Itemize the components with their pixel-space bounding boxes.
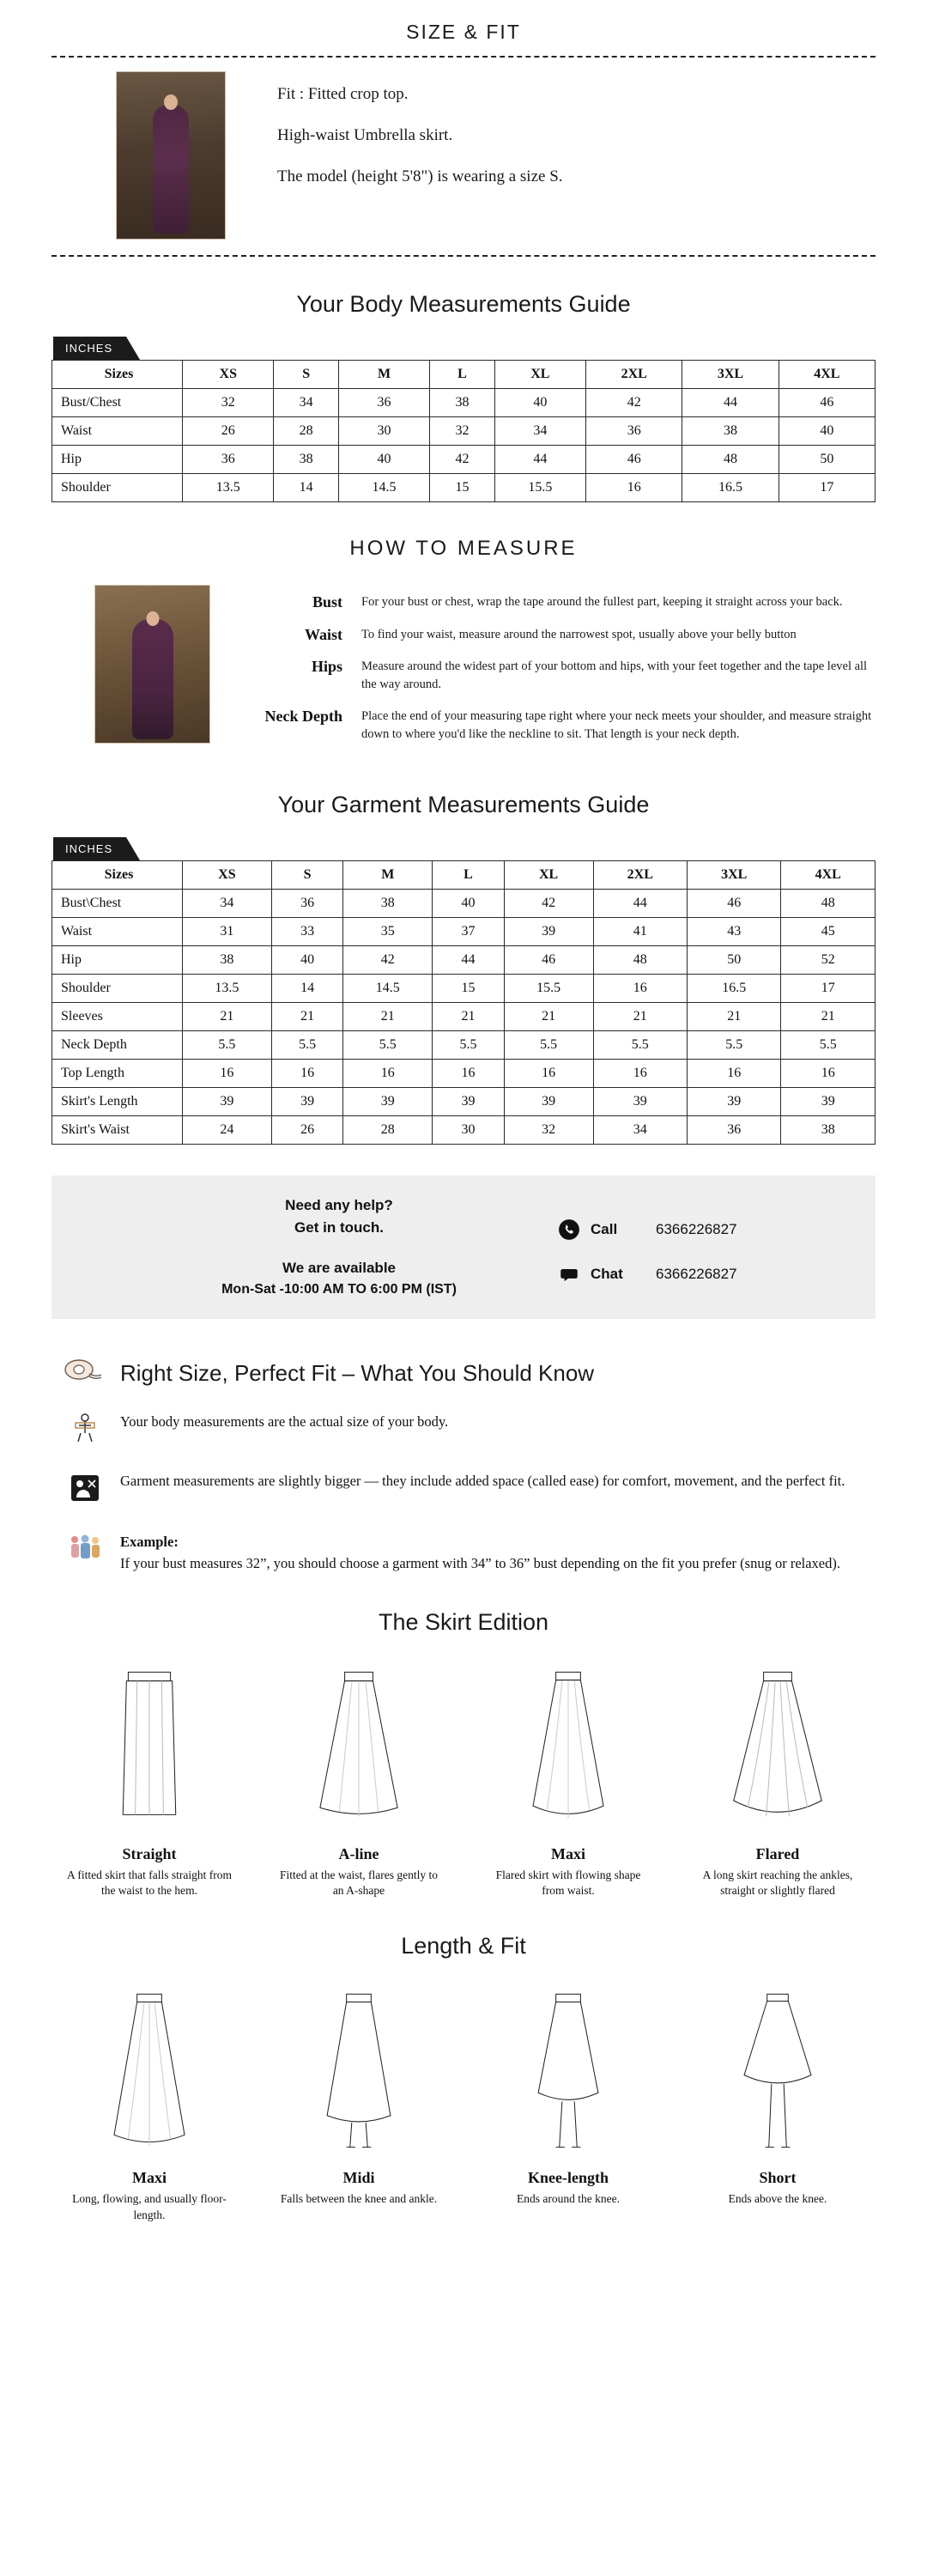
cell: 34 [274,389,338,417]
cell: 21 [183,1003,272,1031]
cell: 43 [688,918,781,946]
length-card-knee[interactable] [470,1984,666,2222]
cell: 21 [271,1003,343,1031]
cell: 14.5 [343,975,433,1003]
skirt-name: Flared [755,1844,800,1862]
body-measure-icon [65,1411,105,1449]
example-label: Example: [120,1533,179,1550]
cell: 14 [271,975,343,1003]
measure-label: Hips [311,658,342,676]
cell: 5.5 [781,1031,876,1060]
cell: 38 [183,946,272,975]
how-to-measure-section [52,580,876,757]
cell: 16 [343,1060,433,1088]
length-card-short[interactable] [680,1984,876,2222]
row-label: Skirt's Waist [52,1116,183,1145]
cell: 14 [274,474,338,502]
help-contacts [558,1210,841,1285]
measure-desc: Place the end of your measuring tape right where your neck meets your shoulder, and measure straight down to where you'd like the neckline to sit. That length is your neck depth. [361,709,872,742]
cell: 21 [433,1003,505,1031]
cell: 15 [433,975,505,1003]
table-row [52,417,876,446]
cell: 26 [183,417,274,446]
help-line-2: Get in touch. [294,1218,384,1236]
cell: 44 [494,446,585,474]
skirt-name: Straight [122,1844,177,1862]
cell: 16.5 [682,474,779,502]
cell: 39 [688,1088,781,1116]
col-header: 3XL [682,361,779,389]
cell: 5.5 [343,1031,433,1060]
straight-skirt-illustration [52,1660,247,1836]
row-label: Shoulder [52,474,183,502]
right-size-header [60,1355,876,1392]
col-header: L [430,361,494,389]
cell: 33 [271,918,343,946]
row-label: Sleeves [52,1003,183,1031]
garment-measurements-title: Your Garment Measurements Guide [277,792,650,818]
skirt-name: A-line [338,1844,379,1862]
cell: 46 [504,946,593,975]
row-label: Bust/Chest [52,389,183,417]
cell: 50 [688,946,781,975]
cell: 5.5 [688,1031,781,1060]
fit-line-1: Fit : Fitted crop top. [277,85,409,103]
cell: 39 [343,1088,433,1116]
cell: 48 [593,946,687,975]
chat-number[interactable]: 6366226827 [656,1265,737,1282]
cell: 15.5 [504,975,593,1003]
right-size-title: Right Size, Perfect Fit – What You Should Know [120,1359,595,1386]
cell: 39 [593,1088,687,1116]
row-label: Waist [52,918,183,946]
row-label: Hip [52,446,183,474]
cell: 16 [593,975,687,1003]
length-name: Knee-length [528,2169,609,2187]
skirt-name: Maxi [551,1844,585,1862]
cell: 15.5 [494,474,585,502]
fit-line-3: The model (height 5'8") is wearing a size S. [277,167,563,185]
cell: 28 [343,1116,433,1145]
table-row [52,1088,876,1116]
length-fit-title: Length & Fit [401,1933,526,1959]
cell: 13.5 [183,975,272,1003]
size-fit-section [52,58,876,255]
col-header: M [343,861,433,890]
call-label: Call [591,1220,618,1237]
table-row [52,975,876,1003]
cell: 13.5 [183,474,274,502]
table-row [52,1003,876,1031]
col-header: XS [183,861,272,890]
knee-length-illustration [470,1984,666,2160]
measure-label: Bust [312,593,342,611]
divider-bottom [52,255,876,257]
cell: 21 [593,1003,687,1031]
length-name: Maxi [132,2169,167,2187]
col-header: XL [504,861,593,890]
length-name: Short [759,2169,797,2187]
table-header-row [52,861,876,890]
skirt-desc: Flared skirt with flowing shape from waist. [495,1868,641,1898]
cell: 21 [688,1003,781,1031]
cell: 16 [688,1060,781,1088]
length-card-maxi[interactable] [52,1984,247,2222]
body-measurements-table-wrap [52,337,876,502]
example-text: If your bust measures 32”, you should choose a garment with 34” to 36” bust depending on the fit you prefer (snug or relaxed). [120,1555,840,1572]
cell: 40 [779,417,875,446]
cell: 39 [781,1088,876,1116]
cell: 32 [430,417,494,446]
measure-item [233,626,876,645]
chat-icon [558,1263,580,1285]
chat-label: Chat [591,1265,623,1282]
call-contact[interactable] [558,1218,841,1241]
cell: 42 [430,446,494,474]
cell: 39 [504,918,593,946]
cell: 38 [343,890,433,918]
col-header: S [274,361,338,389]
row-label: Bust\Chest [52,890,183,918]
measure-item [233,658,876,694]
length-card-midi[interactable] [261,1984,457,2222]
fit-line-2: High-waist Umbrella skirt. [277,126,453,144]
right-size-point-text: Garment measurements are slightly bigger — they include added space (called ease) for comfort, movement, and the perfect fit. [120,1472,845,1489]
cell: 46 [779,389,875,417]
measure-desc: Measure around the widest part of your bottom and hips, with your feet together and the tape level all the way around. [361,659,868,692]
help-availability [86,1194,558,1300]
page-title: SIZE & FIT [406,21,521,43]
cell: 16 [271,1060,343,1088]
cell: 48 [781,890,876,918]
cell: 39 [504,1088,593,1116]
col-header: Sizes [52,361,183,389]
measure-item [233,708,876,744]
size-fit-lines [277,71,563,186]
col-header: 2XL [593,861,687,890]
row-label: Skirt's Length [52,1088,183,1116]
cell: 34 [494,417,585,446]
skirt-card-flared[interactable] [680,1660,876,1899]
cell: 31 [183,918,272,946]
chat-contact[interactable] [558,1263,841,1285]
cell: 30 [338,417,429,446]
table-row [52,1031,876,1060]
col-header: Sizes [52,861,183,890]
cell: 48 [682,446,779,474]
cell: 32 [183,389,274,417]
cell: 5.5 [183,1031,272,1060]
col-header: 4XL [779,361,875,389]
skirt-desc: A long skirt reaching the ankles, straight or slightly flared [702,1868,853,1898]
garment-measurements-table [52,860,876,1145]
people-icon [65,1531,105,1571]
cell: 21 [343,1003,433,1031]
cell: 16.5 [688,975,781,1003]
cell: 16 [433,1060,505,1088]
cell: 32 [504,1116,593,1145]
cell: 38 [682,417,779,446]
model-image-how-to-measure [94,585,210,744]
cell: 37 [433,918,505,946]
cell: 44 [593,890,687,918]
cell: 17 [781,975,876,1003]
col-header: M [338,361,429,389]
help-section [52,1176,876,1319]
help-line-4: Mon-Sat -10:00 AM TO 6:00 PM (IST) [221,1281,457,1297]
length-desc: Ends above the knee. [728,2192,827,2206]
flared-skirt-illustration [680,1660,876,1836]
cell: 46 [688,890,781,918]
measuring-tape-icon [60,1355,105,1392]
midi-length-illustration [261,1984,457,2160]
measure-label: Neck Depth [264,708,342,726]
cell: 34 [183,890,272,918]
cell: 46 [586,446,682,474]
cell: 16 [781,1060,876,1088]
skirt-card-aline[interactable] [261,1660,457,1899]
cell: 42 [586,389,682,417]
col-header: 3XL [688,861,781,890]
cell: 36 [338,389,429,417]
tailor-icon [65,1470,105,1510]
phone-icon [558,1218,580,1241]
cell: 16 [183,1060,272,1088]
right-size-point [65,1470,876,1510]
cell: 42 [343,946,433,975]
col-header: S [271,861,343,890]
skirt-desc: A fitted skirt that falls straight from the waist to the hem. [67,1868,232,1898]
cell: 40 [494,389,585,417]
cell: 15 [430,474,494,502]
cell: 24 [183,1116,272,1145]
cell: 52 [781,946,876,975]
cell: 5.5 [433,1031,505,1060]
row-label: Waist [52,417,183,446]
measure-item [233,593,876,612]
col-header: L [433,861,505,890]
row-label: Hip [52,946,183,975]
col-header: XS [183,361,274,389]
table-row [52,946,876,975]
how-to-measure-title: HOW TO MEASURE [349,537,578,560]
cell: 41 [593,918,687,946]
right-size-point-text: Your body measurements are the actual size of your body. [120,1413,449,1430]
cell: 36 [183,446,274,474]
cell: 5.5 [593,1031,687,1060]
unit-badge-body: INCHES [53,337,126,360]
length-desc: Falls between the knee and ankle. [280,2192,438,2206]
maxi-length-illustration [52,1984,247,2160]
col-header: 4XL [781,861,876,890]
cell: 38 [781,1116,876,1145]
col-header: 2XL [586,361,682,389]
cell: 44 [433,946,505,975]
cell: 16 [504,1060,593,1088]
table-row [52,1060,876,1088]
short-length-illustration [680,1984,876,2160]
cell: 44 [682,389,779,417]
table-row [52,1116,876,1145]
right-size-example [65,1531,876,1575]
cell: 16 [586,474,682,502]
length-desc: Long, flowing, and usually floor-length. [72,2192,227,2221]
table-row [52,446,876,474]
cell: 39 [433,1088,505,1116]
skirt-edition-grid [52,1655,876,1899]
cell: 5.5 [271,1031,343,1060]
cell: 5.5 [504,1031,593,1060]
row-label: Top Length [52,1060,183,1088]
cell: 36 [586,417,682,446]
cell: 17 [779,474,875,502]
cell: 16 [593,1060,687,1088]
cell: 14.5 [338,474,429,502]
body-measurements-title: Your Body Measurements Guide [296,291,631,317]
cell: 28 [274,417,338,446]
col-header: XL [494,361,585,389]
cell: 35 [343,918,433,946]
maxi-skirt-illustration [470,1660,666,1836]
cell: 38 [274,446,338,474]
cell: 21 [504,1003,593,1031]
cell: 34 [593,1116,687,1145]
help-line-1: Need any help? [285,1197,393,1214]
skirt-card-maxi[interactable] [470,1660,666,1899]
cell: 45 [781,918,876,946]
length-name: Midi [342,2169,375,2187]
cell: 39 [183,1088,272,1116]
cell: 40 [338,446,429,474]
table-header-row [52,361,876,389]
skirt-desc: Fitted at the waist, flares gently to an A-shape [279,1868,439,1898]
cell: 36 [688,1116,781,1145]
unit-badge-garment: INCHES [53,837,126,860]
cell: 36 [271,890,343,918]
call-number[interactable]: 6366226827 [656,1220,737,1237]
model-image-size-fit [116,71,226,240]
skirt-edition-title: The Skirt Edition [378,1608,549,1635]
table-row [52,890,876,918]
cell: 30 [433,1116,505,1145]
aline-skirt-illustration [261,1660,457,1836]
measure-desc: To find your waist, measure around the narrowest spot, usually above your belly button [361,627,797,641]
cell: 39 [271,1088,343,1116]
table-row [52,918,876,946]
cell: 40 [433,890,505,918]
cell: 50 [779,446,875,474]
length-desc: Ends around the knee. [517,2192,620,2206]
table-row [52,474,876,502]
length-fit-grid [52,1978,876,2222]
row-label: Neck Depth [52,1031,183,1060]
cell: 26 [271,1116,343,1145]
row-label: Shoulder [52,975,183,1003]
cell: 21 [781,1003,876,1031]
body-measurements-table [52,360,876,502]
right-size-point [65,1411,876,1449]
help-line-3: We are available [282,1260,396,1277]
measure-label: Waist [304,625,342,643]
cell: 40 [271,946,343,975]
cell: 38 [430,389,494,417]
garment-measurements-table-wrap [52,837,876,1145]
cell: 42 [504,890,593,918]
measure-desc: For your bust or chest, wrap the tape around the fullest part, keeping it straight across your back. [361,595,843,609]
table-row [52,389,876,417]
skirt-card-straight[interactable] [52,1660,247,1899]
